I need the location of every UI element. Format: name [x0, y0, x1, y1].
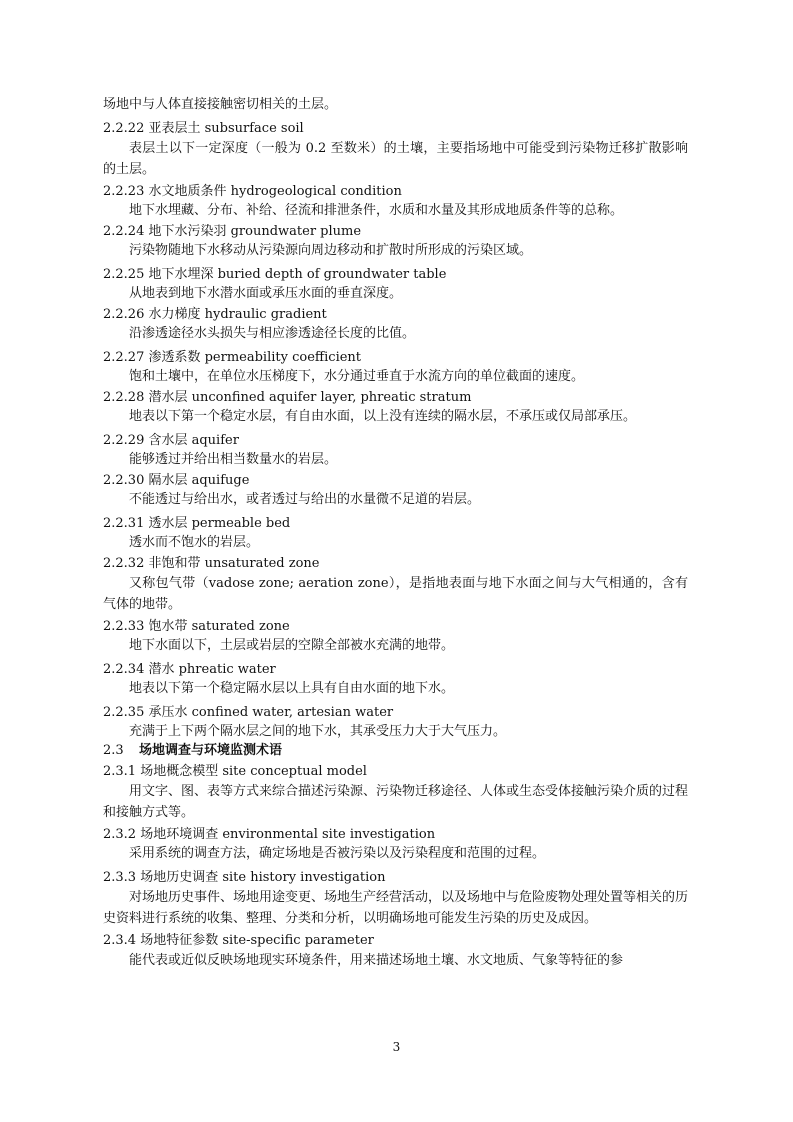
- term-2-2-34: 2.2.34 潜水 phreatic water: [103, 662, 276, 677]
- term-2-2-29: 2.2.29 含水层 aquifer: [103, 433, 239, 448]
- term-2-2-35: 2.2.35 承压水 confined water, artesian water: [103, 705, 394, 720]
- term-2-2-26: 2.2.26 水力梯度 hydraulic gradient: [103, 307, 327, 322]
- definition-2-2-29: 能够透过并给出相当数量水的岩层。: [129, 452, 338, 467]
- term-2-3-3: 2.3.3 场地历史调查 site history investigation: [103, 870, 386, 885]
- term-2-2-27: 2.2.27 渗透系数 permeability coefficient: [103, 350, 362, 365]
- definition-2-2-34: 地表以下第一个稳定隔水层以上具有自由水面的地下水。: [129, 681, 455, 696]
- definition-2-2-27: 饱和土壤中，在单位水压梯度下，水分通过垂直于水流方向的单位截面的速度。: [129, 369, 585, 384]
- definition-2-3-3: 对场地历史事件、场地用途变更、场地生产经营活动，以及场地中与危险废物处理处置等相关的历史资料进行系统的收集、整理、分类和分析，以明确场地可能发生污染的历史及成因。: [103, 890, 689, 926]
- definition-2-2-22: 表层土以下一定深度（一般为 0.2 至数米）的土壤，主要指场地中可能受到污染物迁移扩散影响的土层。: [103, 141, 688, 177]
- term-2-2-33: 2.2.33 饱水带 saturated zone: [103, 619, 290, 634]
- term-2-3-4: 2.3.4 场地特征参数 site-specific parameter: [103, 933, 374, 948]
- definition-2-3-2: 采用系统的调查方法，确定场地是否被污染以及污染程度和范围的过程。: [129, 846, 546, 861]
- text-line: 场地中与人体直接接触密切相关的土层。: [103, 97, 338, 112]
- definition-2-3-1: 用文字、图、表等方式来综合描述污染源、污染物迁移途径、人体或生态受体接触污染介质的过程和接触方式等。: [103, 784, 689, 820]
- definition-2-2-31: 透水而不饱水的岩层。: [129, 535, 260, 550]
- definition-2-2-32: 又称包气带（vadose zone; aeration zone），是指地表面与地下水面之间与大气相通的，含有气体的地带。: [103, 576, 688, 612]
- term-2-2-31: 2.2.31 透水层 permeable bed: [103, 516, 291, 531]
- section-heading-2-3: [103, 741, 688, 760]
- definition-2-2-30: 不能透过与给出水，或者透过与给出的水量微不足道的岩层。: [129, 492, 481, 507]
- term-2-2-24: 2.2.24 地下水污染羽 groundwater plume: [103, 224, 362, 239]
- definition-2-2-28: 地表以下第一个稳定水层，有自由水面，以上没有连续的隔水层，不承压或仅局部承压。: [129, 409, 637, 424]
- term-2-2-25: 2.2.25 地下水埋深 buried depth of groundwater table: [103, 267, 447, 282]
- definition-2-2-35: 充满于上下两个隔水层之间的地下水，其承受压力大于大气压力。: [129, 724, 507, 739]
- page-number: 3: [392, 1040, 401, 1054]
- definition-2-2-33: 地下水面以下，土层或岩层的空隙全部被水充满的地带。: [129, 638, 455, 653]
- term-2-2-23: 2.2.23 水文地质条件 hydrogeological condition: [103, 184, 402, 199]
- definition-2-2-23: 地下水埋藏、分布、补给、径流和排泄条件，水质和水量及其形成地质条件等的总称。: [129, 203, 624, 218]
- term-2-2-22: 2.2.22 亚表层土 subsurface soil: [103, 121, 304, 136]
- term-2-3-2: 2.3.2 场地环境调查 environmental site investigation: [103, 827, 436, 842]
- section-number: 2.3: [103, 743, 124, 758]
- section-title: 场地调查与环境监测术语: [139, 743, 283, 758]
- term-2-3-1: 2.3.1 场地概念模型 site conceptual model: [103, 764, 367, 779]
- document-body: [103, 95, 688, 971]
- term-2-2-30: 2.2.30 隔水层 aquifuge: [103, 473, 250, 488]
- definition-2-2-25: 从地表到地下水潜水面或承压水面的垂直深度。: [129, 286, 403, 301]
- definition-2-2-24: 污染物随地下水移动从污染源向周边移动和扩散时所形成的污染区域。: [129, 243, 533, 258]
- term-2-2-28: 2.2.28 潜水层 unconfined aquifer layer, phreatic stratum: [103, 390, 472, 405]
- term-2-2-32: 2.2.32 非饱和带 unsaturated zone: [103, 556, 320, 571]
- definition-2-3-4: 能代表或近似反映场地现实环境条件，用来描述场地土壤、水文地质、气象等特征的参: [129, 953, 624, 968]
- definition-2-2-26: 沿渗透途径水头损失与相应渗透途径长度的比值。: [129, 326, 416, 341]
